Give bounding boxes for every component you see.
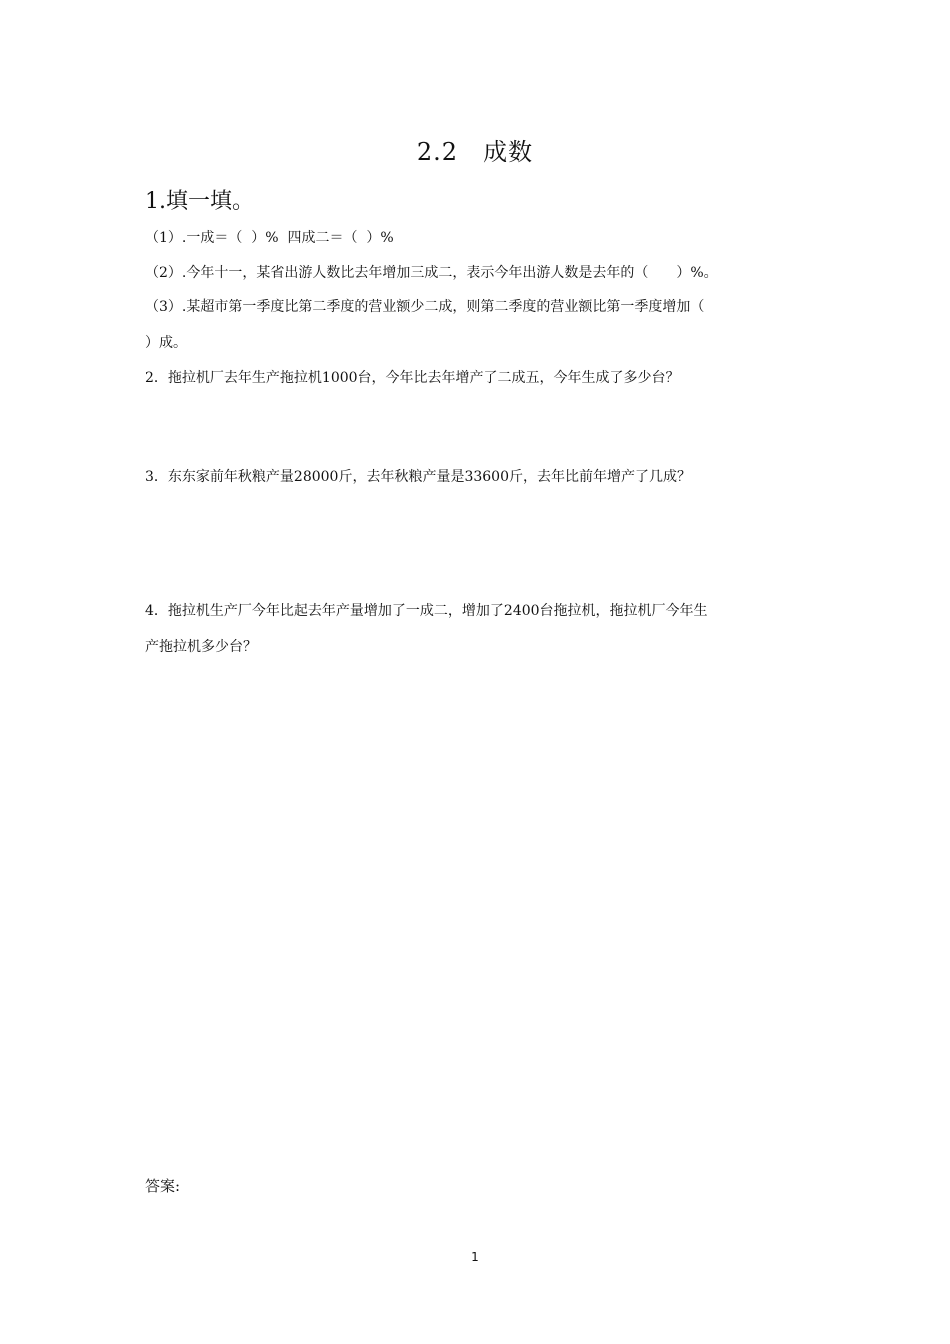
- fill-item-2: （2）.今年十一，某省出游人数比去年增加三成二，表示今年出游人数是去年的（ ）%。: [145, 265, 718, 281]
- question-3: 3．东东家前年秋粮产量28000斤，去年秋粮产量是33600斤，去年比前年增产了几成？: [145, 469, 691, 485]
- page-number: 1: [471, 1250, 479, 1264]
- question-2: 2．拖拉机厂去年生产拖拉机1000台，今年比去年增产了二成五，今年生成了多少台？: [145, 370, 680, 386]
- answer-label: 答案:: [145, 1177, 181, 1195]
- question-4-line-1: 4．拖拉机生产厂今年比起去年产量增加了一成二，增加了2400台拖拉机，拖拉机厂今年生: [145, 603, 708, 619]
- fill-item-1: （1）.一成＝（ ）% 四成二＝（ ）%: [145, 230, 394, 246]
- fill-item-3-line-2: ）成。: [145, 335, 187, 351]
- page-title: 2.2 成数: [416, 138, 534, 166]
- fill-item-3-line-1: （3）.某超市第一季度比第二季度的营业额少二成，则第二季度的营业额比第一季度增加（: [145, 299, 705, 315]
- question-4-line-2: 产拖拉机多少台？: [145, 639, 257, 655]
- section-heading-fill-in: 1.填一填。: [145, 189, 254, 214]
